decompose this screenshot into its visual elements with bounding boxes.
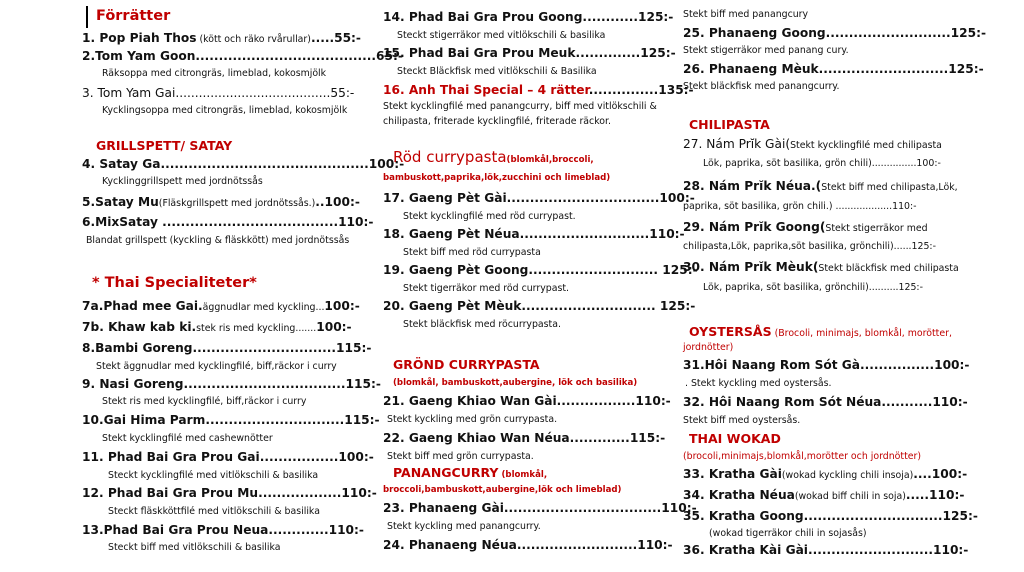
menu-item-15: 15. Phad Bai Gra Prou Meuk..............125:- (383, 46, 676, 60)
menu-item-20: 20. Gaeng Pèt Mèuk............................. 125:- (383, 299, 696, 313)
menu-item-8: 8.Bambi Goreng...............................115:- (82, 341, 372, 355)
section-title-grond-currypasta: GRÖND CURRYPASTA (393, 357, 540, 372)
menu-item-7a: 7a.Phad mee Gai.äggnudlar med kyckling...100:- (82, 299, 360, 313)
menu-desc-16a: Stekt kycklingfilé med panangcurry, biff med vitlökschili & (383, 101, 657, 112)
section-title-rod-currypasta: Röd currypasta(blomkål,broccoli, (393, 148, 594, 166)
menu-desc-23: Stekt kyckling med panangcurry. (387, 521, 541, 532)
menu-desc-10: Stekt kycklingfilé med cashewnötter (102, 433, 273, 444)
menu-item-9: 9. Nasi Goreng...................................115:- (82, 377, 381, 391)
menu-desc-29: chilipasta,Lök, paprika,söt basilika, grönchili)......125:- (683, 241, 936, 252)
menu-item-25: 25. Phanaeng Goong...........................125:- (683, 26, 987, 40)
menu-item-24: 24. Phanaeng Néua..........................110:- (383, 538, 673, 552)
section-title-forratter: Förrätter (96, 8, 171, 24)
section-sub-oystersas: jordnötter) (683, 342, 734, 353)
section-title-thai-wokad: THAI WOKAD (689, 431, 781, 446)
menu-desc-15: Steckt Bläckfisk med vitlökschili & Basilika (397, 66, 597, 77)
menu-item-10: 10.Gai Hima Parm..............................115:- (82, 413, 380, 427)
menu-desc-6: Blandat grillspett (kyckling & fläskkött) med jordnötssås (86, 235, 350, 246)
menu-desc-4: Kycklinggrillspett med jordnötssås (102, 176, 263, 187)
menu-item-14: 14. Phad Bai Gra Prou Goong............125:- (383, 10, 674, 24)
menu-desc-31: . Stekt kyckling med oystersås. (685, 378, 832, 389)
menu-desc-20: Stekt bläckfisk med röcurrypasta. (403, 319, 561, 330)
menu-desc-35: (wokad tigerräkor chili in sojasås) (709, 528, 867, 539)
menu-item-7b: 7b. Khaw kab ki.stek ris med kyckling.......100:- (82, 320, 352, 334)
menu-item-29: 29. Nám Prı̆k Goong(Stekt stigerräkor med (683, 220, 928, 234)
menu-item-34: 34. Kratha Néua(wokad biff chili in soja).....110:- (683, 488, 965, 502)
menu-item-19: 19. Gaeng Pèt Goong............................ 125:- (383, 263, 698, 277)
menu-item-16: 16. Anh Thai Special – 4 rätter...............135:- (383, 83, 694, 97)
section-title-oystersas: OYSTERSÅS (Brocoli, minimajs, blomkål, morötter, (689, 324, 952, 339)
menu-item-32: 32. Hôi Naang Rom Sót Néua...........110:- (683, 395, 968, 409)
menu-desc-30: Lök, paprika, söt basilika, grönchili)..........125:- (703, 282, 923, 293)
menu-item-18: 18. Gaeng Pèt Néua............................110:- (383, 227, 685, 241)
menu-desc-16b: chilipasta, friterade kycklingfilé, friterade räckor. (383, 116, 611, 127)
menu-item-2: 2.Tom Yam Goon.......................................65:- (82, 49, 403, 63)
menu-item-33: 33. Kratha Gài(wokad kyckling chili insoja)....100:- (683, 467, 968, 481)
section-title-panangcurry: PANANGCURRY (blomkål, (393, 465, 548, 480)
menu-item-28: 28. Nám Prı̆k Néua.(Stekt biff med chilipasta,Lök, (683, 179, 958, 193)
menu-item-6: 6.MixSatay ......................................110:- (82, 215, 374, 229)
menu-desc-9: Stekt ris med kycklingfilé, biff,räckor i curry (102, 396, 307, 407)
menu-desc-25: Stekt stigerräkor med panang cury. (683, 45, 849, 56)
menu-item-36: 36. Kratha Kài Gài...........................110:- (683, 543, 969, 557)
section-sub-thai-wokad: (brocoli,minimajs,blomkål,morötter och jordnötter) (683, 451, 922, 462)
menu-item-13: 13.Phad Bai Gra Prou Neua.............110:- (82, 523, 364, 537)
menu-desc-14: Steckt stigerräkor med vitlökschili & basilika (397, 30, 606, 41)
menu-item-5: 5.Satay Mu(Fläskgrillspett med jordnötssås.)..100:- (82, 195, 360, 209)
menu-desc-18: Stekt biff med röd currypasta (403, 247, 541, 258)
menu-item-3: 3. Tom Yam Gai........................................55:- (82, 86, 355, 100)
menu-item-22: 22. Gaeng Khiao Wan Néua.............115:- (383, 431, 666, 445)
menu-desc-19: Stekt tigerräkor med röd currypast. (403, 283, 570, 294)
menu-desc-32: Stekt biff med oystersås. (683, 415, 801, 426)
menu-desc-27: Lök, paprika, söt basilika, grön chili)...............100:- (703, 158, 941, 169)
menu-item-11: 11. Phad Bai Gra Prou Gai.................100:- (82, 450, 374, 464)
menu-item-4: 4. Satay Ga.............................................100:- (82, 157, 405, 171)
menu-desc-28: paprika, söt basilika, grön chili.) ...................110:- (683, 201, 917, 212)
menu-desc-22: Stekt biff med grön currypasta. (387, 451, 534, 462)
section-sub-grond-currypasta: (blomkål, bambuskott,aubergine, lök och basilika) (393, 378, 638, 388)
section-marker-bar (86, 6, 88, 28)
menu-item-12: 12. Phad Bai Gra Prou Mu..................110:- (82, 486, 377, 500)
menu-item-1: 1. Pop Piah Thos (kött och räko rvårullar).....55:- (82, 31, 361, 45)
section-sub-rod-currypasta: bambuskott,paprika,lök,zucchini och limeblad) (383, 173, 611, 183)
section-title-grillspett: GRILLSPETT/ SATAY (96, 138, 233, 153)
menu-desc-17: Stekt kycklingfilé med röd currypast. (403, 211, 576, 222)
menu-item-27: 27. Nám Prı̆k Gài(Stekt kycklingfilé med chilipasta (683, 137, 942, 151)
menu-desc-8: Stekt äggnudlar med kycklingfilé, biff,räckor i curry (96, 361, 337, 372)
menu-item-30: 30. Nám Prı̆k Mèuk(Stekt bläckfisk med chilipasta (683, 260, 959, 274)
section-title-chilipasta: CHILIPASTA (689, 117, 770, 132)
menu-desc-12: Steckt fläskköttfilé med vitlökschili & basilika (108, 506, 320, 517)
menu-desc-3: Kycklingsoppa med citrongräs, limeblad, kokosmjölk (102, 105, 348, 116)
section-title-thai-specialiteter: * Thai Specialiteter* (92, 275, 257, 291)
menu-desc-21: Stekt kyckling med grön currypasta. (387, 414, 558, 425)
menu-item-17: 17. Gaeng Pèt Gài.................................100:- (383, 191, 695, 205)
menu-item-31: 31.Hôi Naang Rom Sót Gà................100:- (683, 358, 970, 372)
section-sub-panangcurry: broccoli,bambuskott,aubergine,lök och limeblad) (383, 485, 622, 495)
menu-item-23: 23. Phanaeng Gài..................................110:- (383, 501, 697, 515)
menu-desc-11: Steckt kycklingfilé med vitlökschili & basilika (108, 470, 319, 481)
menu-item-21: 21. Gaeng Khiao Wan Gài.................110:- (383, 394, 671, 408)
menu-item-35: 35. Kratha Goong..............................125:- (683, 509, 978, 523)
menu-desc-2: Räksoppa med citrongräs, limeblad, kokosmjölk (102, 68, 327, 79)
menu-desc-26: Stekt bläckfisk med panangcurry. (683, 81, 840, 92)
menu-desc-24: Stekt biff med panangcury (683, 9, 809, 20)
menu-desc-13: Steckt biff med vitlökschili & basilika (108, 542, 281, 553)
menu-item-26: 26. Phanaeng Mèuk............................125:- (683, 62, 984, 76)
